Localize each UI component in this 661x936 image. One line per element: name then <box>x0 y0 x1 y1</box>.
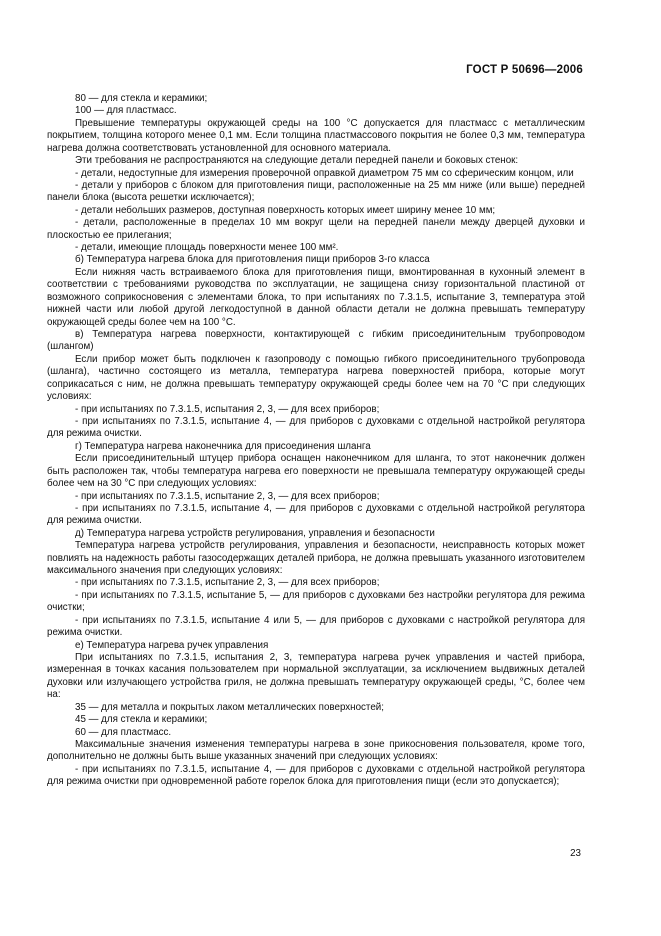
list-item: - при испытаниях по 7.3.1.5, испытание 4 или 5, — для приборов с духовками с настройкой регулятора для режима очистки. <box>47 614 585 639</box>
page-number: 23 <box>570 848 581 859</box>
paragraph: Температура нагрева устройств регулирования, управления и безопасности, неисправность которых может повлиять на надежность работы газосодержащих деталей прибора, не должна превышать указанного изготовителем максимального значения при следующих условиях: <box>47 540 585 577</box>
paragraph: Эти требования не распространяются на следующие детали передней панели и боковых стенок: <box>75 155 519 167</box>
section-heading: г) Температура нагрева наконечника для присоединения шланга <box>75 440 371 452</box>
section-heading: д) Температура нагрева устройств регулирования, управления и безопасности <box>75 527 435 539</box>
paragraph: Если присоединительный штуцер прибора оснащен наконечником для шланга, то этот наконечник должен быть расположен так, чтобы температура нагрева его поверхности не превышала температуру окружающей среды более чем на 30 °С при следующих условиях: <box>47 453 585 490</box>
list-item: - при испытаниях по 7.3.1.5, испытание 2, 3, — для всех приборов; <box>75 577 380 589</box>
paragraph: Максимальные значения изменения температуры нагрева в зоне прикосновения пользователя, кроме того, дополнительно не должны быть выше указанных значений при следующих условиях: <box>47 738 585 763</box>
list-item: 35 — для металла и покрытых лаком металлических поверхностей; <box>75 701 384 713</box>
section-heading: в) Температура нагрева поверхности, контактирующей с гибким присоединительным трубопроводом (шлангом) <box>47 329 585 353</box>
list-item: - при испытаниях по 7.3.1.5, испытания 2, 3, — для всех приборов; <box>75 403 380 415</box>
paragraph: При испытаниях по 7.3.1.5, испытания 2, 3, температура нагрева ручек управления и частей прибора, измеренная в точках касания пользователем при нормальной эксплуатации, за исключением выдвижных деталей духовки или излучающего устройства гриля, не должна превышать температуру окружающей среды, °С, более чем на: <box>47 651 585 701</box>
document-id: ГОСТ Р 50696—2006 <box>466 64 583 76</box>
list-item: 60 — для пластмасс. <box>75 726 172 738</box>
list-item: - детали небольших размеров, доступная поверхность которых имеет ширину менее 10 мм; <box>75 204 496 216</box>
list-item: - детали, расположенные в пределах 10 мм вокруг щели на передней панели между дверцей духовки и плоскостью ее прилегания; <box>47 217 585 241</box>
paragraph: Если нижняя часть встраиваемого блока для приготовления пищи, вмонтированная в кухонный элемент в соответствии с требованиями руководства по эксплуатации, не защищена снизу горизонтальной пластиной от возможного соприкосновения с элементами блока, то при испытаниях по 7.3.1.5, испытание 3, температура этой нижней части или любой другой легкодоступной в данной области детали не должна превышать температуру окружающей среды более чем на 100 °С. <box>47 266 585 328</box>
section-heading: е) Температура нагрева ручек управления <box>75 639 269 651</box>
list-item: - при испытаниях по 7.3.1.5, испытание 5, — для приборов с духовками без настройки регулятора для режима очистки; <box>47 589 585 614</box>
paragraph: Превышение температуры окружающей среды на 100 °С допускается для пластмасс с металлическим покрытием, толщина которого менее 0,1 мм. Если толщина пластмассового покрытия не более 0,3 мм, температура нагрева должна соответствовать установленной для основного материала. <box>47 117 585 154</box>
list-item: 45 — для стекла и керамики; <box>75 714 208 726</box>
list-item: - при испытаниях по 7.3.1.5, испытание 2, 3, — для всех приборов; <box>75 490 380 502</box>
list-item: 100 — для пластмасс. <box>75 105 177 117</box>
list-item: 80 — для стекла и керамики; <box>75 93 208 104</box>
document-body <box>47 93 585 789</box>
list-item: - при испытаниях по 7.3.1.5, испытание 4, — для приборов с духовками с отдельной настройкой регулятора для режима очистки. <box>47 415 585 440</box>
list-item: - при испытаниях по 7.3.1.5, испытание 4, — для приборов с духовками с отдельной настройкой регулятора для режима очистки. <box>47 502 585 527</box>
list-item: - детали у приборов с блоком для приготовления пищи, расположенные на 25 мм ниже (или выше) передней панели блока (высота решетки исключается); <box>47 179 585 204</box>
paragraph: Если прибор может быть подключен к газопроводу с помощью гибкого присоединительного трубопровода (шланга), частично состоящего из металла, температура нагрева поверхностей прибора, которые могут соприкасаться с ним, не должна превышать температуру окружающей среды более чем на 70 °С при следующих условиях: <box>47 353 585 403</box>
section-heading: б) Температура нагрева блока для приготовления пищи приборов 3-го класса <box>75 254 430 266</box>
list-item: - детали, имеющие площадь поверхности менее 100 мм². <box>75 242 339 254</box>
list-item: - детали, недоступные для измерения проверочной оправкой диаметром 75 мм со сферическим концом, или <box>75 167 574 179</box>
list-item: - при испытаниях по 7.3.1.5, испытание 4, — для приборов с духовками с отдельной настройкой регулятора для режима очистки при одновременной работе горелок блока для приготовления пищи (если это допускается); <box>47 763 585 788</box>
